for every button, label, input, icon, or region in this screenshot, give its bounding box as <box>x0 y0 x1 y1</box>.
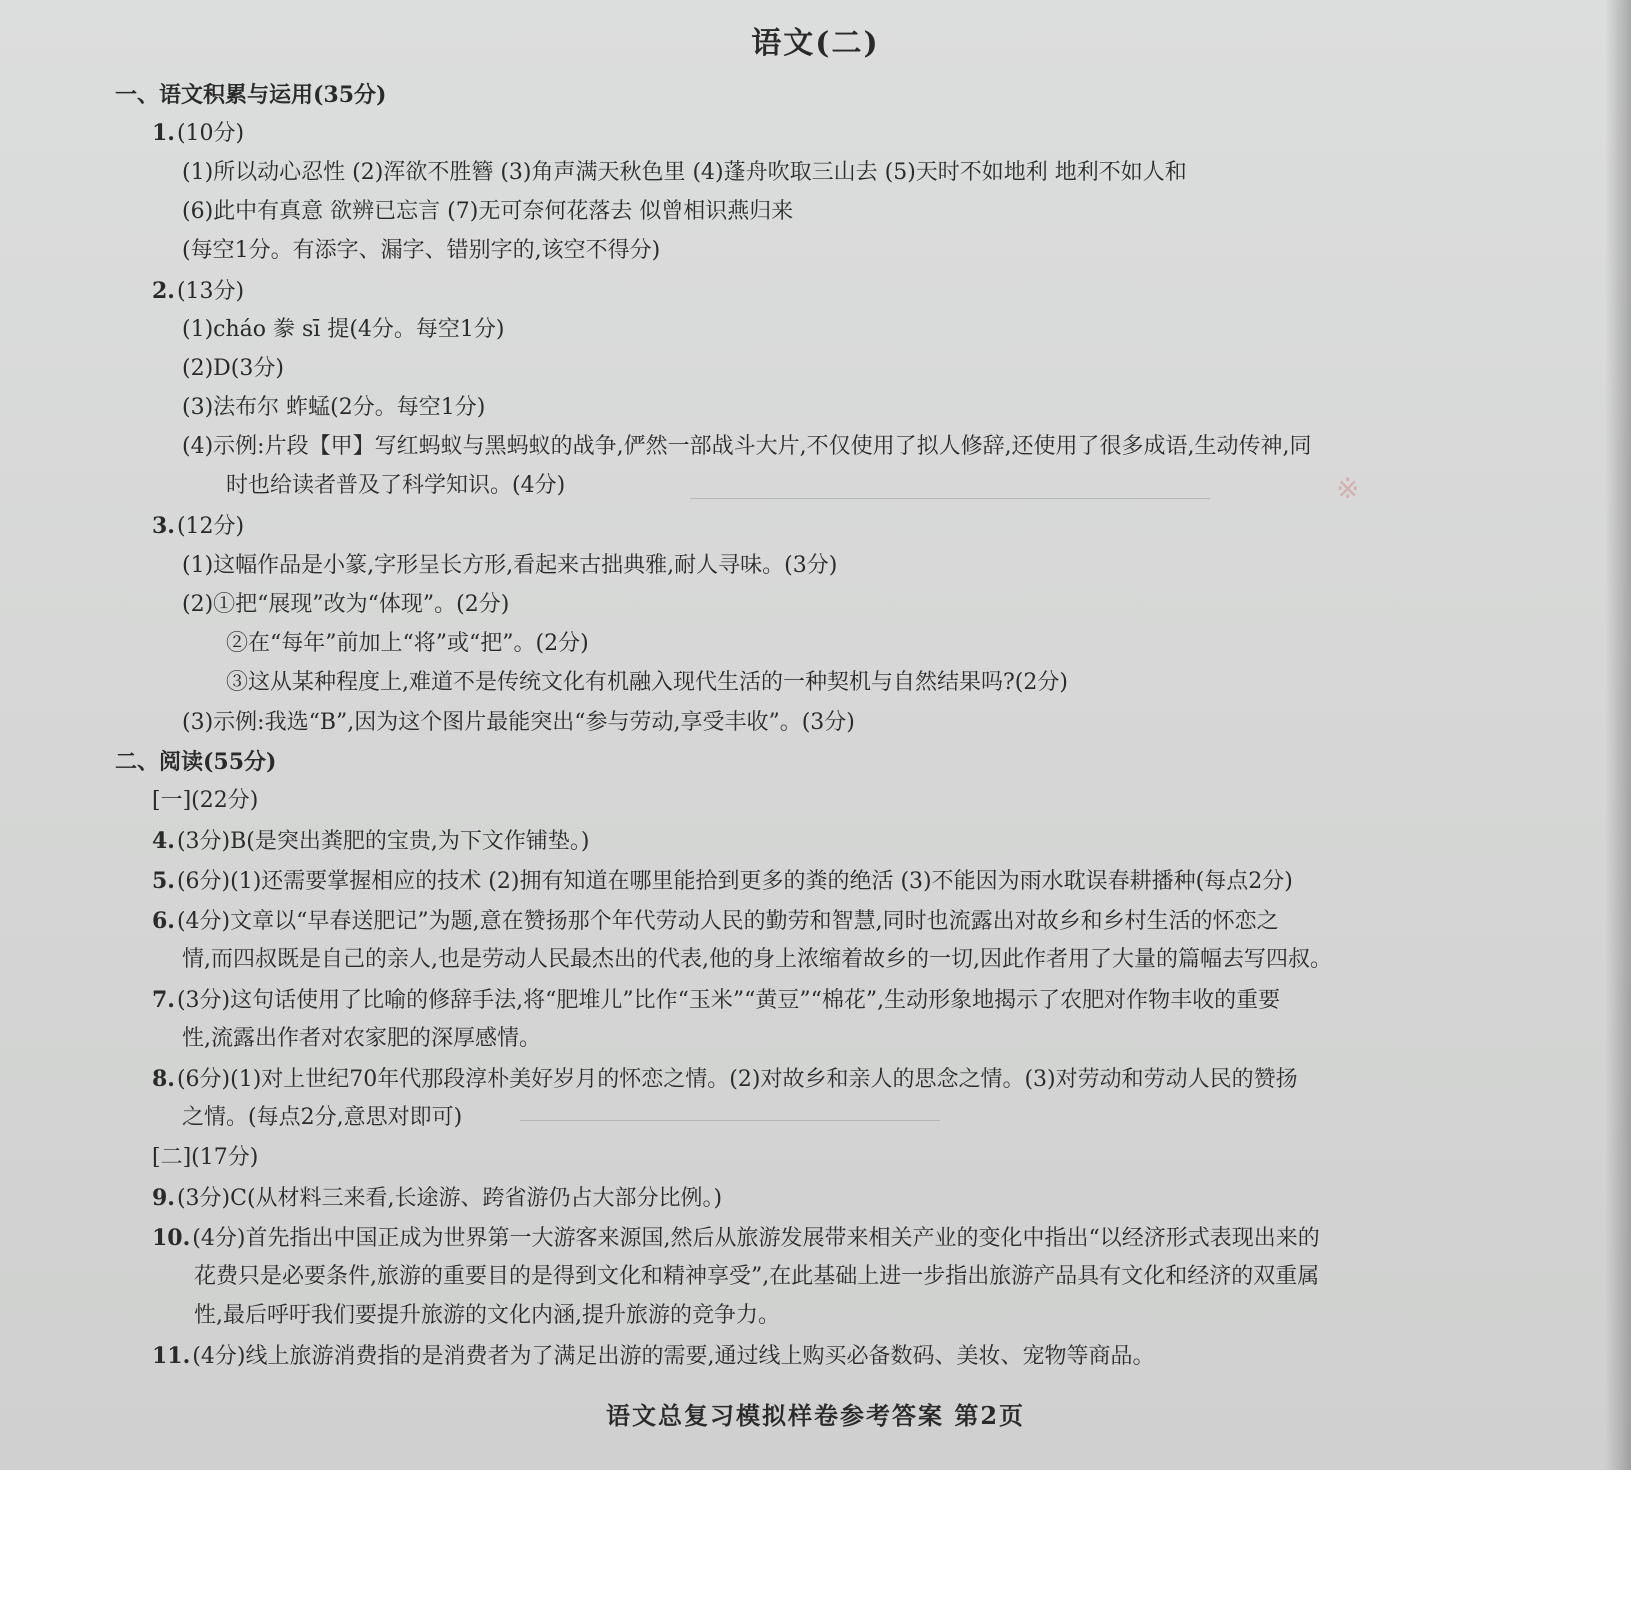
answer-line: (6)此中有真意 欲辨已忘言 (7)无可奈何花落去 似曾相识燕归来 <box>182 199 794 224</box>
question-number: 1. <box>152 120 175 146</box>
answer-line: 性,最后呼吁我们要提升旅游的文化内涵,提升旅游的竞争力。 <box>194 1303 780 1328</box>
question-number: 11. <box>152 1343 191 1369</box>
answer-line: 情,而四叔既是自己的亲人,也是劳动人民最杰出的代表,他的身上浓缩着故乡的一切,因此作者用了大量的篇幅去写四叔。 <box>182 947 1332 972</box>
question-number: 3. <box>152 513 175 539</box>
question-number: 10. <box>152 1225 191 1251</box>
answer-line: ③这从某种程度上,难道不是传统文化有机融入现代生活的一种契机与自然结果吗?(2分) <box>226 670 1068 695</box>
question-number: 2. <box>152 278 175 304</box>
question-1-header <box>152 118 244 149</box>
answer-line: (4)示例:片段【甲】写红蚂蚁与黑蚂蚁的战争,俨然一部战斗大片,不仅使用了拟人修辞,还使用了很多成语,生动传神,同 <box>182 434 1312 459</box>
question-9 <box>152 1183 722 1214</box>
answer-text: (3分)B(是突出粪肥的宝贵,为下文作铺垫。) <box>176 829 590 854</box>
page-footer: 语文总复习模拟样卷参考答案 第2页 <box>605 1401 1026 1430</box>
answer-line: (3)法布尔 蚱蜢(2分。每空1分) <box>182 395 486 420</box>
question-4 <box>152 826 589 857</box>
part-heading: [一](22分) <box>152 788 259 813</box>
answer-line: 花费只是必要条件,旅游的重要目的是得到文化和精神享受”,在此基础上进一步指出旅游产品具有文化和经济的双重属 <box>194 1264 1320 1289</box>
answer-text: (4分)首先指出中国正成为世界第一大游客来源国,然后从旅游发展带来相关产业的变化中指出“以经济形式表现出来的 <box>192 1226 1320 1251</box>
question-number: 6. <box>152 908 175 934</box>
question-3-header <box>152 511 244 542</box>
answer-line: ②在“每年”前加上“将”或“把”。(2分) <box>226 631 589 656</box>
question-2-header <box>152 276 244 307</box>
page-shadow <box>1605 0 1631 1470</box>
question-score: (10分) <box>176 121 245 146</box>
answer-line: (2)①把“展现”改为“体现”。(2分) <box>182 592 510 617</box>
answer-text: (4分)文章以“早春送肥记”为题,意在赞扬那个年代劳动人民的勤劳和智慧,同时也流露出对故乡和乡村生活的怀恋之 <box>176 909 1279 934</box>
answer-line: (2)D(3分) <box>182 356 284 381</box>
answer-text: (3分)C(从材料三来看,长途游、跨省游仍占大部分比例。) <box>176 1186 723 1211</box>
question-number: 5. <box>152 868 175 894</box>
question-8 <box>152 1064 1298 1095</box>
question-number: 9. <box>152 1185 175 1211</box>
question-7 <box>152 985 1280 1016</box>
answer-line: 时也给读者普及了科学知识。(4分) <box>226 473 566 498</box>
faint-mark: ※ <box>1336 472 1360 505</box>
answer-text: (6分)(1)对上世纪70年代那段淳朴美好岁月的怀恋之情。(2)对故乡和亲人的思念之情。(3)对劳动和劳动人民的赞扬 <box>176 1067 1298 1092</box>
answer-line: 性,流露出作者对农家肥的深厚感情。 <box>182 1026 541 1051</box>
question-number: 8. <box>152 1066 175 1092</box>
answer-line: (1)这幅作品是小篆,字形呈长方形,看起来古拙典雅,耐人寻味。(3分) <box>182 553 838 578</box>
answer-text: (4分)线上旅游消费指的是消费者为了满足出游的需要,通过线上购买必备数码、美妆、宠物等商品。 <box>192 1344 1155 1369</box>
answer-line: (3)示例:我选“B”,因为这个图片最能突出“参与劳动,享受丰收”。(3分) <box>182 710 855 735</box>
pencil-mark <box>690 498 1210 499</box>
part-heading: [二](17分) <box>152 1145 259 1170</box>
page-title: 语文(二) <box>751 26 880 61</box>
section-heading-2: 二、阅读(55分) <box>115 749 277 775</box>
question-number: 4. <box>152 828 175 854</box>
section-heading-1: 一、语文积累与运用(35分) <box>115 82 387 108</box>
question-5 <box>152 866 1293 897</box>
question-10 <box>152 1223 1320 1254</box>
answer-line: (1)所以动心忍性 (2)浑欲不胜簪 (3)角声满天秋色里 (4)蓬舟吹取三山去 (5)天时不如地利 地利不如人和 <box>182 160 1187 185</box>
answer-text: (6分)(1)还需要掌握相应的技术 (2)拥有知道在哪里能拾到更多的粪的绝活 (3)不能因为雨水耽误春耕播种(每点2分) <box>176 869 1293 894</box>
answer-line: (1)cháo 豢 sī 提(4分。每空1分) <box>182 317 505 342</box>
question-score: (12分) <box>176 514 245 539</box>
pencil-mark <box>520 1120 940 1121</box>
question-score: (13分) <box>176 279 245 304</box>
question-6 <box>152 906 1279 937</box>
question-11 <box>152 1341 1154 1372</box>
answer-line: 之情。(每点2分,意思对即可) <box>182 1105 463 1130</box>
scoring-note: (每空1分。有添字、漏字、错别字的,该空不得分) <box>182 238 661 263</box>
question-number: 7. <box>152 987 175 1013</box>
answer-text: (3分)这句话使用了比喻的修辞手法,将“肥堆儿”比作“玉米”“黄豆”“棉花”,生动形象地揭示了农肥对作物丰收的重要 <box>176 988 1281 1013</box>
